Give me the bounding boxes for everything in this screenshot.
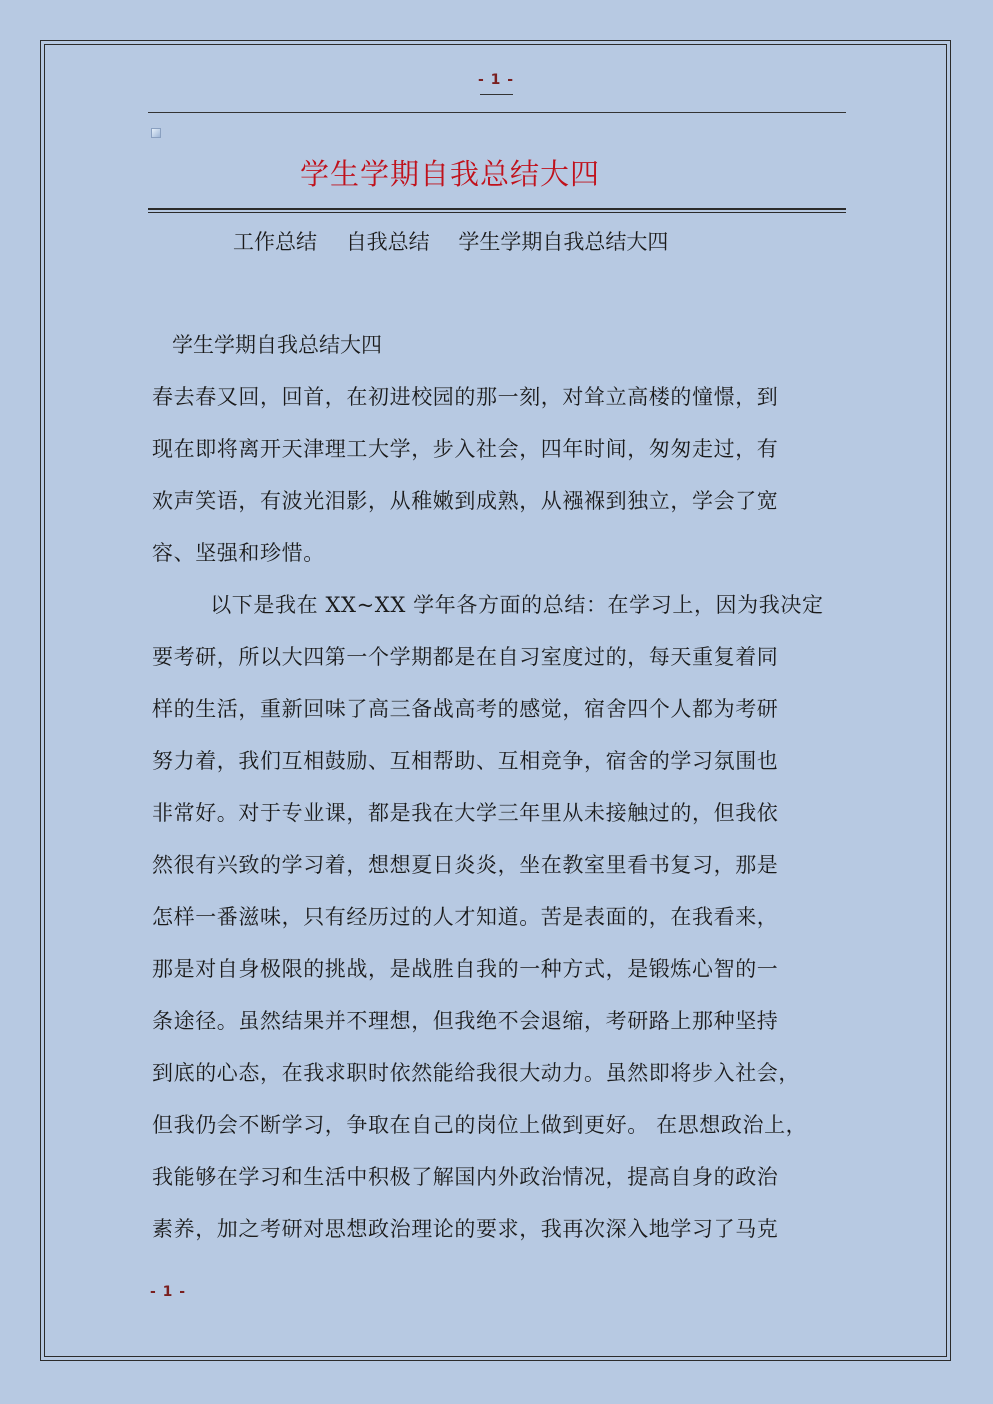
image-placeholder-icon [151,128,161,138]
body-line: 但我仍会不断学习，争取在自己的岗位上做到更好。 在思想政治上， [152,1113,808,1137]
header-page-number: - 1 - [477,72,515,88]
body-line: 素养，加之考研对思想政治理论的要求，我再次深入地学习了马克 [152,1217,779,1241]
body-line: 然很有兴致的学习着，想想夏日炎炎，坐在教室里看书复习，那是 [152,853,779,877]
body-line: 非常好。对于专业课，都是我在大学三年里从未接触过的，但我依 [152,801,779,825]
body-line: 怎样一番滋味，只有经历过的人才知道。苦是表面的，在我看来， [152,905,779,929]
header-rule [148,112,846,113]
document-title: 学生学期自我总结大四 [300,157,601,191]
footer-page-number: - 1 - [150,1284,187,1300]
tag-item: 学生学期自我总结大四 [458,230,669,254]
body-line: 样的生活，重新回味了高三备战高考的感觉，宿舍四个人都为考研 [152,697,779,721]
tag-item: 自我总结 [345,230,430,254]
title-rule-thick [148,208,846,210]
body-line: 那是对自身极限的挑战，是战胜自我的一种方式，是锻炼心智的一 [152,957,779,981]
body-line: 要考研，所以大四第一个学期都是在自习室度过的，每天重复着同 [152,645,779,669]
body-line: 欢声笑语，有波光泪影，从稚嫩到成熟，从襁褓到独立，学会了宽 [152,489,779,513]
title-rule-thin [148,212,846,213]
body-line: 以下是我在 XX~XX 学年各方面的总结：在学习上，因为我决定 [152,593,824,617]
body-line: 条途径。虽然结果并不理想，但我绝不会退缩，考研路上那种坚持 [152,1009,779,1033]
body-line: 春去春又回，回首，在初进校园的那一刻，对耸立高楼的憧憬，到 [152,385,779,409]
body-line: 现在即将离开天津理工大学，步入社会，四年时间，匆匆走过，有 [152,437,779,461]
section-subheading: 学生学期自我总结大四 [172,333,382,357]
body-line: 容、坚强和珍惜。 [152,541,325,565]
header-page-number-underline [480,94,513,95]
body-line: 我能够在学习和生活中积极了解国内外政治情况，提高自身的政治 [152,1165,779,1189]
body-line: 到底的心态，在我求职时依然能给我很大动力。虽然即将步入社会， [152,1061,800,1085]
tag-item: 工作总结 [233,230,317,254]
tag-list [233,226,690,256]
body-line: 努力着，我们互相鼓励、互相帮助、互相竞争，宿舍的学习氛围也 [152,749,779,773]
